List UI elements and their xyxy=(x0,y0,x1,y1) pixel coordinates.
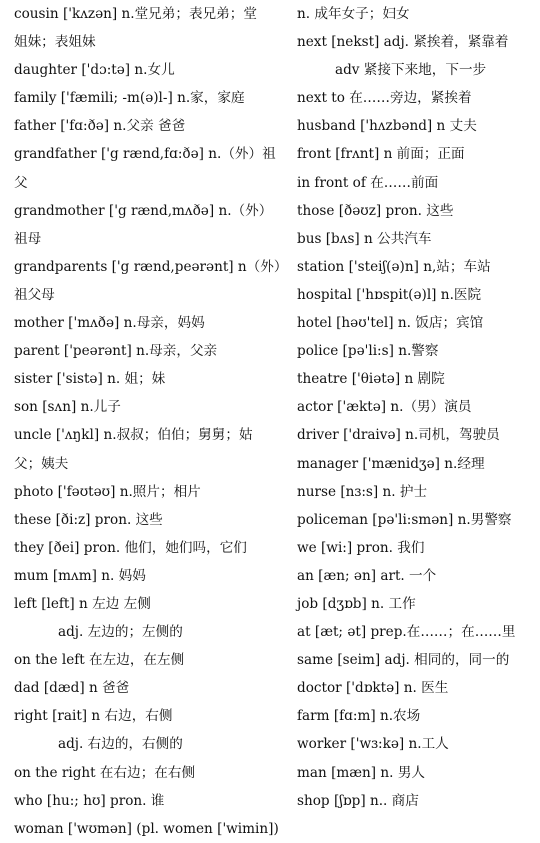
vocab-line: theatre ['θiətə] n 剧院 xyxy=(297,371,445,388)
vocab-line: those [ðəʊz] pron. 这些 xyxy=(297,202,454,219)
vocab-line: front [frʌnt] n 前面；正面 xyxy=(297,146,465,163)
vocab-line: 祖父母 xyxy=(14,286,55,303)
vocab-line: they [ðei] pron. 他们，她们吗，它们 xyxy=(14,539,247,556)
vocab-line: adj. 右边的，右侧的 xyxy=(58,736,183,753)
vocab-line: bus [bʌs] n 公共汽车 xyxy=(297,230,432,247)
vocab-line: manager ['mænidʒə] n.经理 xyxy=(297,455,485,472)
vocab-line: police [pə'li:s] n.警察 xyxy=(297,343,439,360)
vocab-line: hotel [həʊ'tel] n. 饭店；宾馆 xyxy=(297,315,484,332)
vocab-line: son [sʌn] n.儿子 xyxy=(14,399,121,416)
vocab-line: photo ['fəʊtəʊ] n.照片；相片 xyxy=(14,483,201,500)
vocab-line: uncle ['ʌŋkl] n.叔叔；伯伯；舅舅；姑 xyxy=(14,427,253,444)
vocab-line: hospital ['hɒspit(ə)l] n.医院 xyxy=(297,286,482,303)
vocab-line: left [left] n 左边 左侧 xyxy=(14,595,151,612)
vocab-line: on the left 在左边，在左侧 xyxy=(14,652,185,669)
vocab-line: an [æn; ən] art. 一个 xyxy=(297,567,437,584)
vocab-line: farm [fɑ:m] n.农场 xyxy=(297,708,421,725)
vocab-line: these [ði:z] pron. 这些 xyxy=(14,511,163,528)
vocab-line: grandparents ['g rænd,peərənt] n（外） xyxy=(14,258,288,275)
vocab-line: family ['fæmili; -m(ə)l-] n.家，家庭 xyxy=(14,90,245,107)
vocab-line: on the right 在右边；在右侧 xyxy=(14,764,196,781)
vocab-line: same [seim] adj. 相同的，同一的 xyxy=(297,652,510,669)
vocab-line: sister ['sistə] n. 姐；妹 xyxy=(14,371,166,388)
vocab-line: parent ['peərənt] n.母亲，父亲 xyxy=(14,343,218,360)
vocab-line: 祖母 xyxy=(14,230,42,247)
vocab-line: driver ['draivə] n.司机，驾驶员 xyxy=(297,427,500,444)
vocab-line: station ['steiʃ(ə)n] n,站；车站 xyxy=(297,258,491,275)
vocab-line: cousin ['kʌzən] n.堂兄弟；表兄弟；堂 xyxy=(14,6,257,22)
vocab-line: 姐妹；表姐妹 xyxy=(14,34,96,51)
vocab-line: shop [ʃɒp] n.. 商店 xyxy=(297,792,419,809)
vocab-line: worker ['wɜ:kə] n.工人 xyxy=(297,736,449,753)
vocab-line: 父；姨夫 xyxy=(14,455,69,472)
vocab-line: mother ['mʌðə] n.母亲，妈妈 xyxy=(14,315,205,332)
vocab-line: man [mæn] n. 男人 xyxy=(297,764,426,781)
vocab-line: n. 成年女子；妇女 xyxy=(297,6,410,22)
vocab-line: in front of 在……前面 xyxy=(297,174,439,191)
vocab-line: grandmother ['g rænd,mʌðə] n.（外） xyxy=(14,202,273,219)
vocab-line: adj. 左边的；左侧的 xyxy=(58,624,183,641)
vocab-line: next to 在……旁边，紧挨着 xyxy=(297,90,472,107)
vocab-line: nurse [nɜ:s] n. 护士 xyxy=(297,483,428,500)
vocab-line: policeman [pə'li:smən] n.男警察 xyxy=(297,511,512,528)
vocab-line: 父 xyxy=(14,174,28,191)
vocab-line: doctor ['dɒktə] n. 医生 xyxy=(297,680,449,697)
vocab-line: adv 紧接下来地，下一步 xyxy=(335,62,487,79)
vocab-line: right [rait] n 右边，右侧 xyxy=(14,708,173,725)
vocab-line: actor ['æktə] n.（男）演员 xyxy=(297,399,472,416)
vocab-line: grandfather ['g rænd,fɑ:ðə] n.（外）祖 xyxy=(14,146,276,163)
vocab-line: woman ['wʊmən] (pl. women ['wimin]) xyxy=(14,820,279,837)
vocab-line: mum [mʌm] n. 妈妈 xyxy=(14,567,146,584)
left-column xyxy=(14,0,288,843)
vocab-line: father ['fɑ:ðə] n.父亲 爸爸 xyxy=(14,118,186,135)
vocab-line: we [wi:] pron. 我们 xyxy=(297,539,425,556)
vocab-line: next [nekst] adj. 紧挨着，紧靠着 xyxy=(297,34,509,51)
right-column xyxy=(297,0,533,815)
vocab-line: job [dʒɒb] n. 工作 xyxy=(297,595,416,612)
vocab-line: at [æt; ət] prep.在……；在……里 xyxy=(297,624,516,641)
vocab-line: husband ['hʌzbənd] n 丈夫 xyxy=(297,118,477,135)
vocab-line: daughter ['dɔ:tə] n.女儿 xyxy=(14,62,175,79)
vocab-line: dad [dæd] n 爸爸 xyxy=(14,680,130,697)
vocab-line: who [hu:; hʊ] pron. 谁 xyxy=(14,792,165,809)
